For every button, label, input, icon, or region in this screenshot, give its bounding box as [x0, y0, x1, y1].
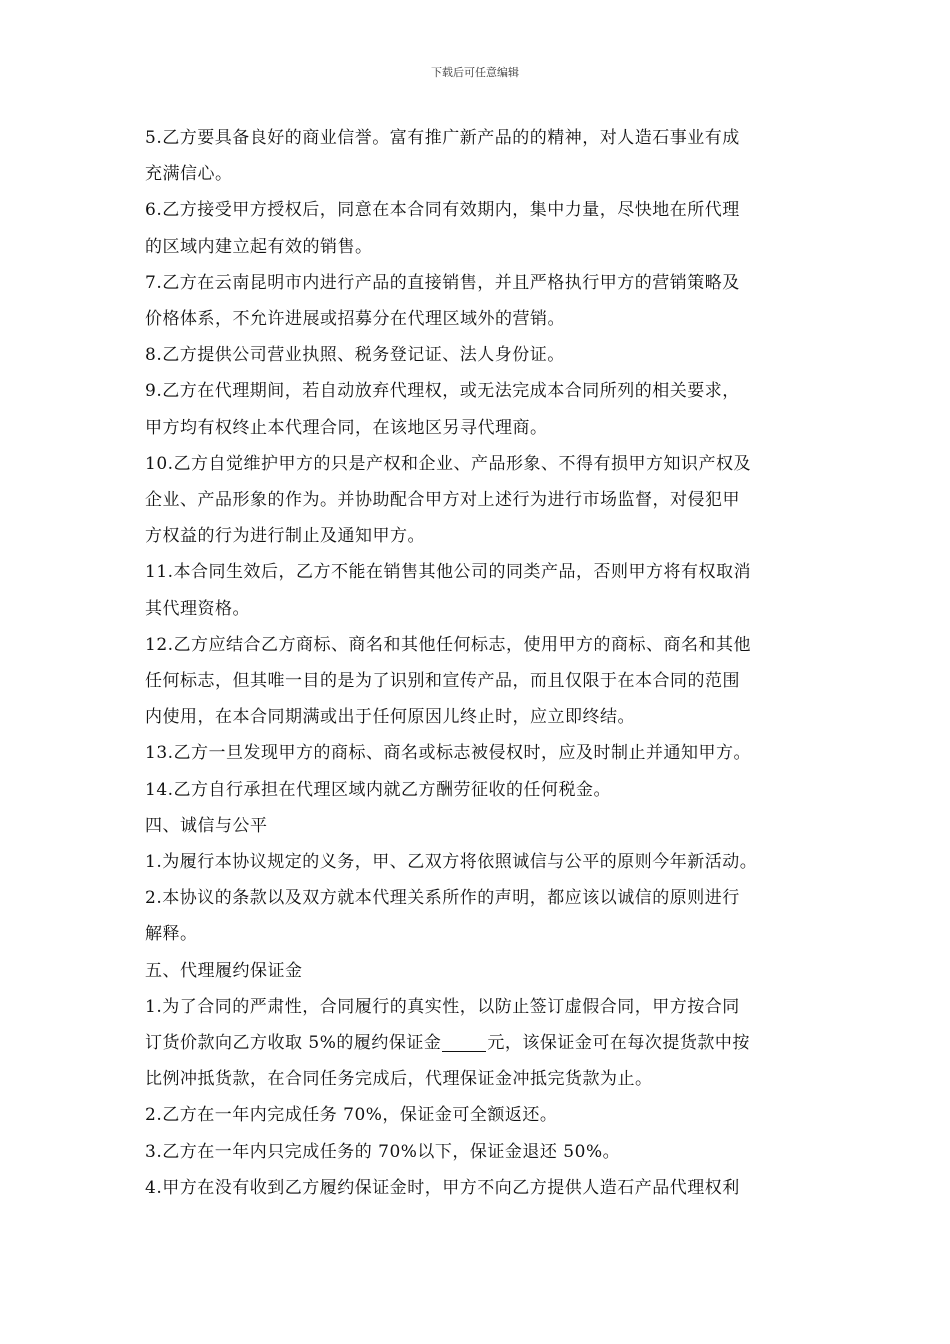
text-line: 解释。: [145, 924, 198, 945]
clause-paragraph: [145, 446, 809, 555]
text-line: 内使用，在本合同期满或出于任何原因儿终止时，应立即终结。: [145, 707, 635, 728]
clause-paragraph: [145, 735, 809, 771]
deposit-clause-1: [145, 989, 809, 1098]
clause-paragraph: [145, 265, 809, 337]
text-line: 6.乙方接受甲方授权后，同意在本合同有效期内，集中力量，尽快地在所代理: [145, 200, 740, 221]
text-line: 4.甲方在没有收到乙方履约保证金时，甲方不向乙方提供人造石产品代理权利: [145, 1177, 740, 1198]
clause-paragraph: [145, 844, 809, 880]
text-line: 12.乙方应结合乙方商标、商名和其他任何标志，使用甲方的商标、商名和其他: [145, 634, 752, 655]
clause-paragraph: [145, 772, 809, 808]
text-line: 甲方均有权终止本代理合同，在该地区另寻代理商。: [145, 417, 548, 438]
clause-paragraph: [145, 554, 809, 626]
text-line: 1.为履行本协议规定的义务，甲、乙双方将依照诚信与公平的原则今年新活动。: [145, 852, 758, 873]
text-line: 2.乙方在一年内完成任务 70%，保证金可全额返还。: [145, 1105, 558, 1126]
clause-paragraph: [145, 953, 809, 989]
text-line: 任何标志，但其唯一目的是为了识别和宣传产品，而且仅限于在本合同的范围: [145, 671, 740, 692]
text-line: 四、诚信与公平: [145, 815, 268, 836]
clause-paragraph: [145, 627, 809, 736]
clause-list-obligations: [145, 120, 809, 989]
clause-paragraph: [145, 192, 809, 264]
text-line: 9.乙方在代理期间，若自动放弃代理权，或无法完成本合同所列的相关要求，: [145, 381, 740, 402]
document-body: [145, 120, 809, 1206]
page-header: 下载后可任意编辑: [431, 66, 519, 79]
text-line: 比例冲抵货款，在合同任务完成后，代理保证金冲抵完货款为止。: [145, 1069, 653, 1090]
text-line: 7.乙方在云南昆明市内进行产品的直接销售，并且严格执行甲方的营销策略及: [145, 272, 740, 293]
text-line: 价格体系，不允许进展或招募分在代理区域外的营销。: [145, 309, 565, 330]
text-line: 其代理资格。: [145, 598, 250, 619]
text-segment: 元，该保证金可在每次提货款中按: [487, 1033, 750, 1054]
text-line: 方权益的行为进行制止及通知甲方。: [145, 526, 425, 547]
text-line: 的区域内建立起有效的销售。: [145, 236, 373, 257]
text-line: 3.乙方在一年内只完成任务的 70%以下，保证金退还 50%。: [145, 1141, 621, 1162]
text-line: 10.乙方自觉维护甲方的只是产权和企业、产品形象、不得有损甲方知识产权及: [145, 453, 752, 474]
text-line: [145, 1025, 809, 1061]
clause-paragraph: [145, 337, 809, 373]
text-line: 8.乙方提供公司营业执照、税务登记证、法人身份证。: [145, 345, 565, 366]
clause-paragraph: [145, 808, 809, 844]
clause-paragraph: [145, 880, 809, 952]
text-segment: 订货价款向乙方收取 5%的履约保证金: [145, 1033, 442, 1054]
text-line: 5.乙方要具备良好的商业信誉。富有推广新产品的的精神，对人造石事业有成: [145, 128, 740, 148]
text-line: 五、代理履约保证金: [145, 960, 303, 981]
text-line: 企业、产品形象的作为。并协助配合甲方对上述行为进行市场监督，对侵犯甲: [145, 490, 740, 511]
text-line: 13.乙方一旦发现甲方的商标、商名或标志被侵权时，应及时制止并通知甲方。: [145, 743, 752, 764]
text-line: 充满信心。: [145, 164, 233, 185]
deposit-amount-blank: [442, 1033, 486, 1052]
text-line: 14.乙方自行承担在代理区域内就乙方酬劳征收的任何税金。: [145, 779, 612, 800]
clause-paragraph: [145, 120, 809, 192]
clause-list-deposit: [145, 1097, 809, 1206]
clause-paragraph: [145, 373, 809, 445]
text-line: 2.本协议的条款以及双方就本代理关系所作的声明，都应该以诚信的原则进行: [145, 888, 740, 909]
clause-paragraph: [145, 1170, 809, 1206]
clause-paragraph: [145, 1134, 809, 1170]
text-line: 11.本合同生效后，乙方不能在销售其他公司的同类产品，否则甲方将有权取消: [145, 562, 752, 583]
clause-paragraph: [145, 1097, 809, 1133]
text-line: 1.为了合同的严肃性，合同履行的真实性，以防止签订虚假合同，甲方按合同: [145, 996, 740, 1017]
